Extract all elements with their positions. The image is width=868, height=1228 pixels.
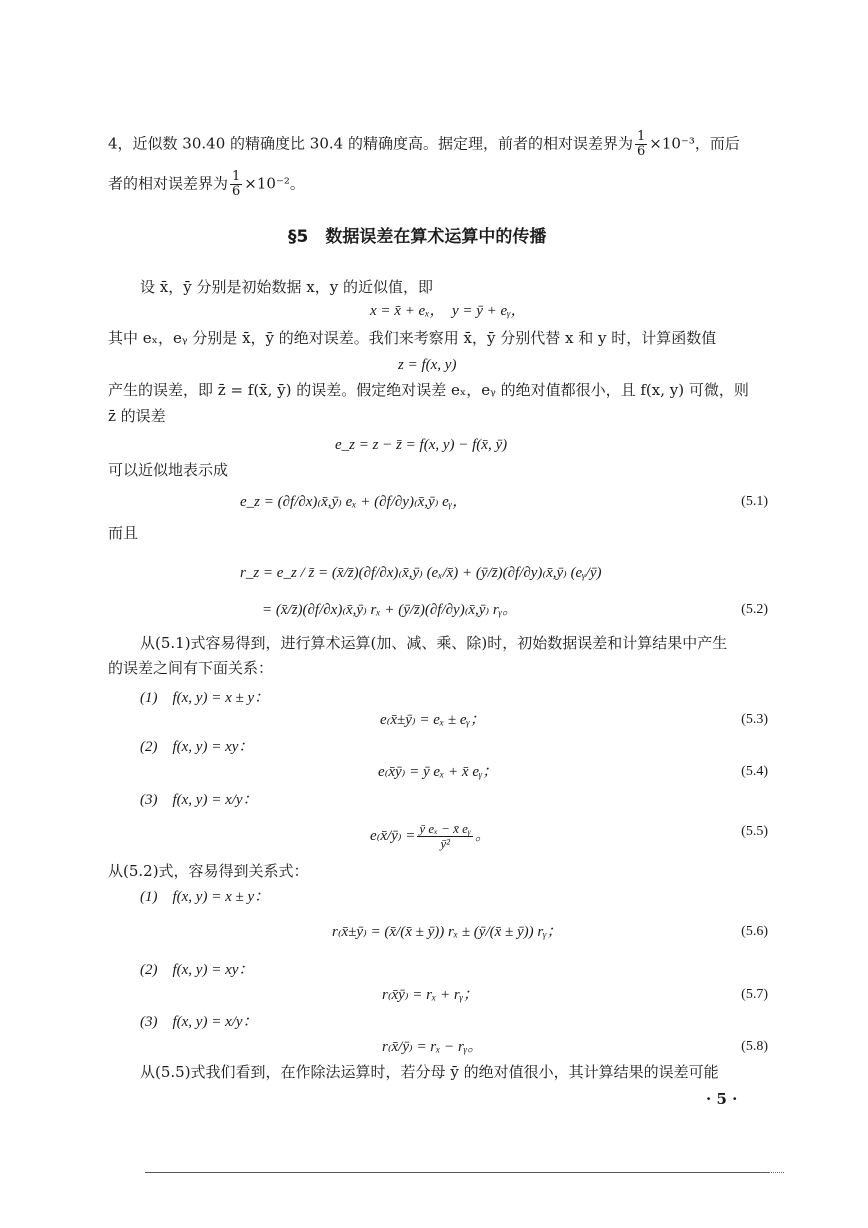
equation-5-4: e₍x̄ȳ₎ = ȳ eₓ + x̄ eᵧ； bbox=[378, 764, 498, 780]
equation-5-8: r₍x̄/ȳ₎ = rₓ − rᵧ。 bbox=[382, 1039, 483, 1055]
from51-line-a: 从(5.1)式容易得到，进行算术运算(加、减、乘、除)时，初始数据误差和计算结果中产生 bbox=[140, 634, 728, 652]
para1-tail: ×10⁻³，而后 bbox=[649, 134, 740, 153]
equation-5-2b: = (x̄/z̄)(∂f/∂x)₍x̄,ȳ₎ rₓ + (ȳ/z̄)(∂f/∂y)₍x̄,ȳ₎ rᵧ。 bbox=[262, 602, 518, 618]
case2-label: (2) f(x, y) = xy： bbox=[140, 739, 254, 755]
setup-line: 设 x̄，ȳ 分别是初始数据 x，y 的近似值，即 bbox=[140, 278, 433, 296]
tag-5-8: (5.8) bbox=[741, 1039, 768, 1054]
tag-5-6: (5.6) bbox=[741, 924, 768, 939]
equation-5-7: r₍x̄ȳ₎ = rₓ + rᵧ； bbox=[382, 987, 479, 1003]
equation-5-1: e_z = (∂f/∂x)₍x̄,ȳ₎ eₓ + (∂f/∂y)₍x̄,ȳ₎ eᵧ， bbox=[240, 494, 468, 510]
bottom-rule bbox=[145, 1172, 770, 1173]
case1-label: (1) f(x, y) = x ± y： bbox=[140, 690, 270, 706]
equation-ez: e_z = z − z̄ = f(x, y) − f(x̄, ȳ) bbox=[335, 437, 508, 453]
tag-5-5: (5.5) bbox=[741, 824, 768, 839]
para1-line2 bbox=[108, 170, 305, 199]
where-line: 其中 eₓ，eᵧ 分别是 x̄，ȳ 的绝对误差。我们来考察用 x̄，ȳ 分别代替 x 和 y 时，计算函数值 bbox=[108, 329, 717, 347]
case3-label: (3) f(x, y) = x/y： bbox=[140, 792, 258, 808]
equation-xy: x = x̄ + eₓ， y = ȳ + eᵧ， bbox=[370, 303, 526, 319]
and-line: 而且 bbox=[108, 524, 139, 542]
equation-5-5-fraction: $\frac{\text{ȳ eₓ − x̄ eᵧ}}{\text{ȳ²}}$ bbox=[419, 821, 471, 851]
rcase2-label: (2) f(x, y) = xy： bbox=[140, 962, 254, 978]
z-error-line: z̄ 的误差 bbox=[108, 407, 166, 425]
equation-5-5: e₍x̄/ȳ₎ = $\frac{\text{ȳ eₓ − x̄ eᵧ}}{\text{ȳ²}}$ 。 bbox=[370, 821, 490, 851]
rcase3-label: (3) f(x, y) = x/y： bbox=[140, 1014, 258, 1030]
tag-5-1: (5.1) bbox=[741, 494, 768, 509]
para1-line1 bbox=[108, 130, 740, 159]
tag-5-3: (5.3) bbox=[741, 712, 768, 727]
tag-5-7: (5.7) bbox=[741, 987, 768, 1002]
from51-line-b: 的误差之间有下面关系： bbox=[108, 659, 274, 677]
equation-5-6: r₍x̄±ȳ₎ = (x̄/(x̄ ± ȳ)) rₓ ± (ȳ/(x̄ ± ȳ)) rᵧ； bbox=[332, 924, 562, 940]
equation-5-2a: r_z = e_z / z̄ = (x̄/z̄)(∂f/∂x)₍x̄,ȳ₎ (eₓ/x̄) + (ȳ/z̄)(∂f/∂y)₍x̄,ȳ₎ (eᵧ/ȳ) bbox=[240, 565, 602, 581]
para1-line2-tail: ×10⁻²。 bbox=[244, 174, 305, 193]
page-number: · 5 · bbox=[706, 1090, 738, 1108]
equation-5-3: e₍x̄±ȳ₎ = eₓ ± eᵧ； bbox=[380, 712, 485, 728]
approx-line: 可以近似地表示成 bbox=[108, 461, 229, 479]
from52-line: 从(5.2)式，容易得到关系式： bbox=[108, 862, 309, 880]
last-line: 从(5.5)式我们看到，在作除法运算时，若分母 ȳ 的绝对值很小，其计算结果的误差可能 bbox=[140, 1063, 719, 1081]
para1-line2-text: 者的相对误差界为 bbox=[108, 174, 229, 193]
equation-z: z = f(x, y) bbox=[398, 357, 457, 373]
bottom-rule-dotted bbox=[760, 1172, 784, 1173]
rcase1-label: (1) f(x, y) = x ± y： bbox=[140, 889, 270, 905]
produce-line: 产生的误差，即 z̄ = f(x̄, ȳ) 的误差。假定绝对误差 eₓ，eᵧ 的绝对值都很小，且 f(x, y) 可微，则 bbox=[108, 381, 749, 399]
tag-5-2: (5.2) bbox=[741, 602, 768, 617]
section-title: §5 数据误差在算术运算中的传播 bbox=[288, 227, 547, 247]
fraction-one-sixth: $\frac{1}{6}$ bbox=[636, 129, 646, 159]
fraction-one-sixth-2: $\frac{1}{6}$ bbox=[232, 169, 241, 199]
tag-5-4: (5.4) bbox=[741, 764, 768, 779]
para1-text: 4，近似数 30.40 的精确度比 30.4 的精确度高。据定理，前者的相对误差界为 bbox=[108, 134, 633, 153]
